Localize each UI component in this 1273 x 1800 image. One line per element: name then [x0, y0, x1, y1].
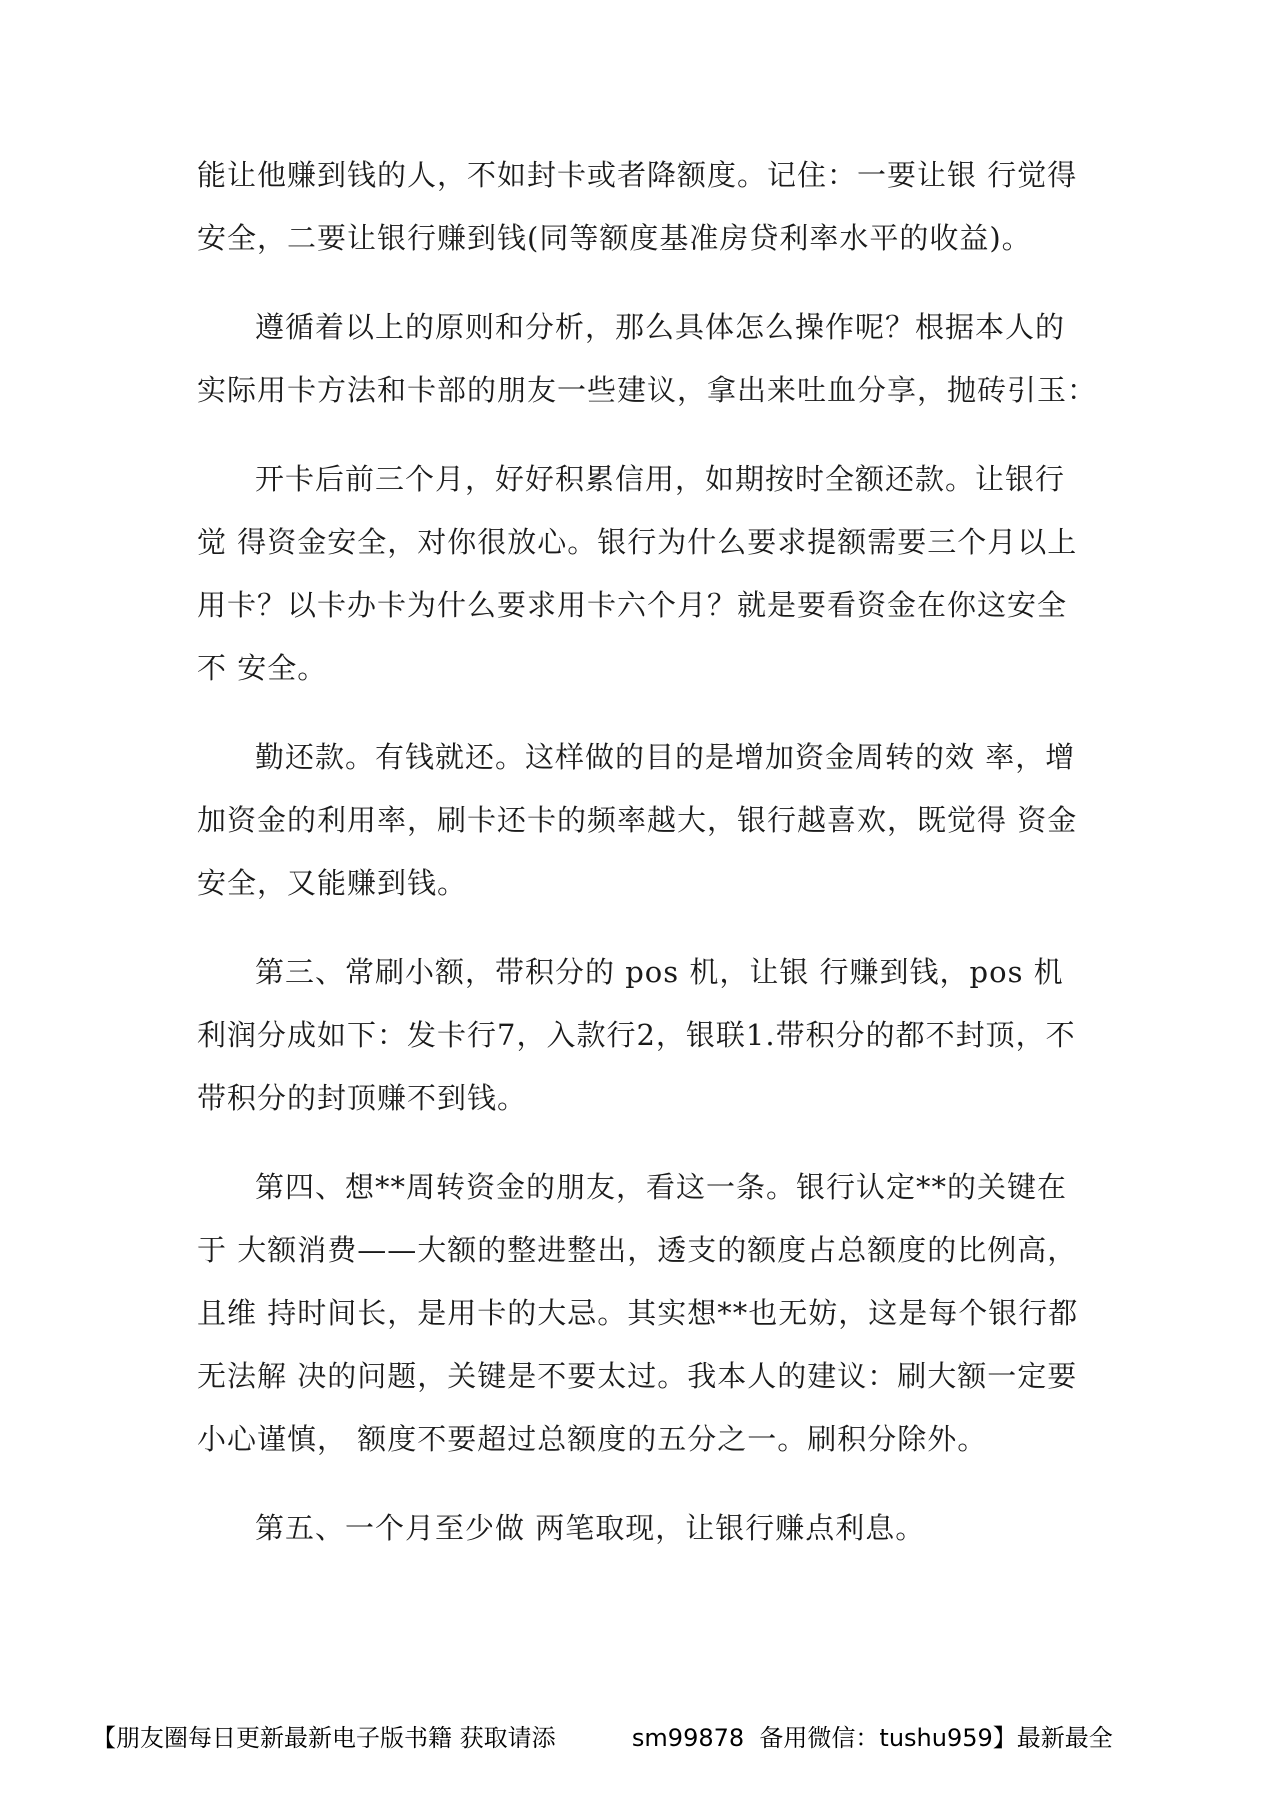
paragraph-6 — [197, 1156, 1087, 1471]
text-line: 于 大额消费——大额的整进整出，透支的额度占总额度的比例高， — [197, 1233, 1078, 1267]
text-line: 且维 持时间长，是用卡的大忌。其实想**也无妨，这是每个银行都 — [197, 1296, 1079, 1330]
text-line: 安全，二要让银行赚到钱(同等额度基准房贷利率水平的收益)。 — [197, 221, 1032, 255]
paragraph-7 — [197, 1497, 1087, 1560]
text-line: 觉 得资金安全，对你很放心。银行为什么要求提额需要三个月以上 — [197, 525, 1078, 559]
text-line: 第三、常刷小额，带积分的 pos 机，让银 行赚到钱，pos 机 — [255, 955, 1064, 989]
text-line: 实际用卡方法和卡部的朋友一些建议，拿出来吐血分享，抛砖引玉： — [197, 373, 1098, 407]
paragraph-5 — [197, 941, 1087, 1130]
paragraph-1 — [197, 144, 1087, 270]
text-line: 开卡后前三个月，好好积累信用，如期按时全额还款。让银行 — [255, 462, 1066, 496]
text-line: 带积分的封顶赚不到钱。 — [197, 1081, 528, 1115]
text-line: 能让他赚到钱的人，不如封卡或者降额度。记住：一要让银 行觉得 — [197, 158, 1078, 192]
text-line: 用卡？以卡办卡为什么要求用卡六个月？就是要看资金在你这安全 — [197, 588, 1068, 622]
document-body — [197, 144, 1098, 1560]
text-line: 遵循着以上的原则和分析，那么具体怎么操作呢？根据本人的 — [255, 310, 1066, 344]
text-line: 不 安全。 — [197, 651, 328, 685]
text-line: 第五、一个月至少做 两笔取现，让银行赚点利息。 — [255, 1511, 926, 1545]
text-line: 小心谨慎， 额度不要超过总额度的五分之一。刷积分除外。 — [197, 1422, 988, 1456]
paragraph-4 — [197, 726, 1087, 915]
text-line: 第四、想**周转资金的朋友，看这一条。银行认定**的关键在 — [255, 1170, 1068, 1204]
text-line: 无法解 决的问题，关键是不要太过。我本人的建议：刷大额一定要 — [197, 1359, 1078, 1393]
paragraph-2 — [197, 296, 1098, 422]
text-line: 勤还款。有钱就还。这样做的目的是增加资金周转的效 率，增 — [255, 740, 1076, 774]
text-line: 安全，又能赚到钱。 — [197, 866, 468, 900]
footer-banner: 【朋友圈每日更新最新电子版书籍 获取请添 sm99878 备用微信：tushu959】最新最全 — [92, 1724, 1113, 1752]
text-line: 加资金的利用率，刷卡还卡的频率越大，银行越喜欢，既觉得 资金 — [197, 803, 1078, 837]
text-line: 利润分成如下：发卡行7，入款行2，银联1.带积分的都不封顶，不 — [197, 1018, 1076, 1052]
paragraph-3 — [197, 448, 1087, 700]
